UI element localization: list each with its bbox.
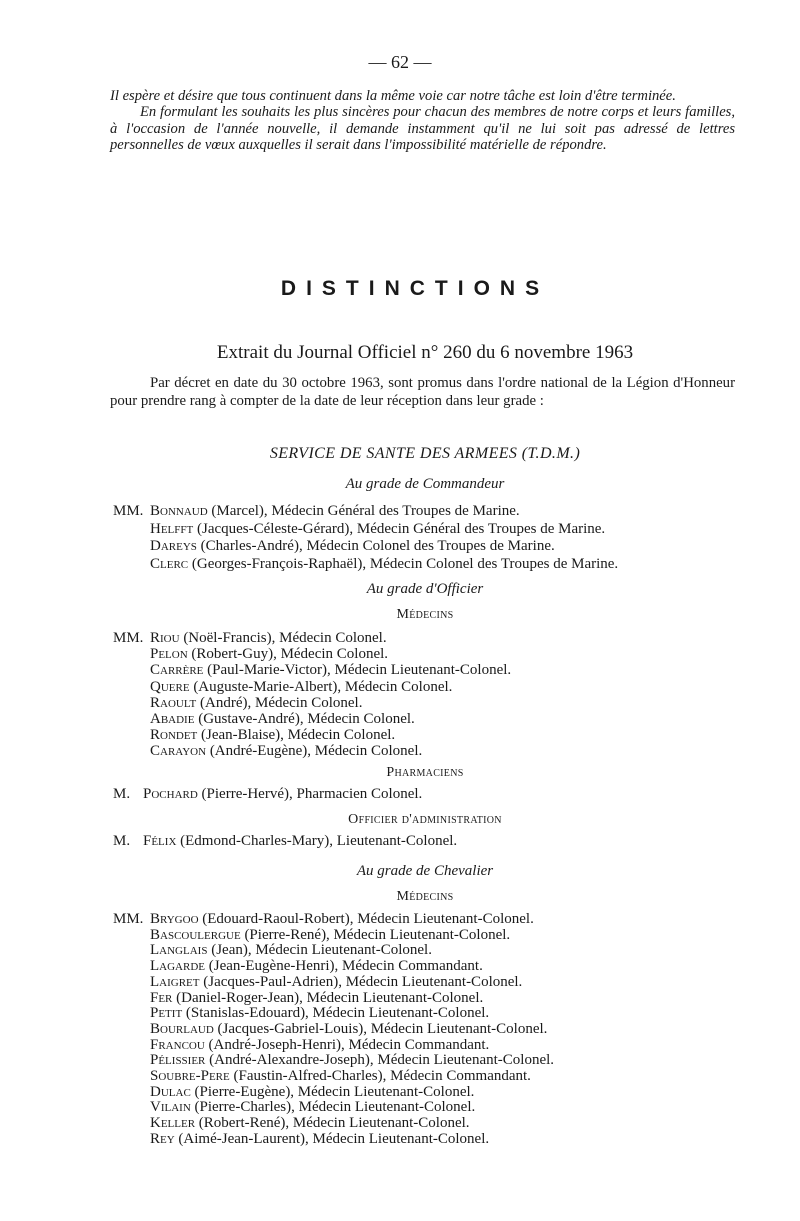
list-item [150,958,483,975]
entry-details: (Jacques-Gabriel-Louis), Médecin Lieutenant-Colonel. [217,1020,548,1037]
entry-name: Carrère [150,662,204,679]
list-item [150,695,362,712]
list-item [150,990,483,1007]
entry-name: Pochard [143,786,198,802]
entry-details: (Marcel), Médecin Général des Troupes de Marine. [211,503,520,519]
admin-prefix: M. [113,833,131,849]
grade-chevalier-heading: Au grade de Chevalier [356,863,494,879]
entry-name: Pelon [150,646,188,663]
list-item [150,1037,489,1054]
entry-details: (Pierre-René), Médecin Lieutenant-Colonel. [244,926,511,943]
list-item [150,927,510,944]
decree-text [110,375,735,410]
entry-details: (Edmond-Charles-Mary), Lieutenant-Colonel. [180,833,458,849]
list-item [150,1099,475,1116]
decree-paragraph: Par décret en date du 30 octobre 1963, sont promus dans l'ordre national de la Légion d'Honneur pour prendre rang à compter de la date de leur réception dans leur grade : [110,375,735,409]
list-item [150,1052,554,1069]
service-heading: SERVICE DE SANTE DES ARMEES (T.D.M.) [269,445,581,462]
intro-text [110,88,735,154]
entry-name: Rey [150,1130,175,1147]
page-number: — 62 — [368,52,432,72]
entry-name: Dulac [150,1083,191,1100]
list-item [150,727,395,744]
list-item [150,911,534,928]
chevalier-medecins-label: Médecins [396,889,454,904]
entry-name: Clerc [150,555,189,572]
entry-details: (Edouard-Raoul-Robert), Médecin Lieutenant-Colonel. [202,911,534,927]
admin-label: Officier d'administration [348,812,502,827]
entry-name: Bourlaud [150,1020,214,1037]
list-item [150,630,387,647]
entry-name: Abadie [150,711,195,727]
grade-officier-heading: Au grade d'Officier [366,581,484,597]
entry-details: (Auguste-Marie-Albert), Médecin Colonel. [193,678,453,695]
chevalier-prefix: MM. [113,911,144,927]
entry-name: Laigret [150,973,200,990]
entry-name: Fer [150,989,173,1006]
entry-details: (Jean-Eugène-Henri), Médecin Commandant. [208,958,483,975]
grade-commandeur-heading: Au grade de Commandeur [345,476,505,492]
entry-name: Quere [150,678,190,695]
list-item [150,743,422,760]
entry-details: (André-Alexandre-Joseph), Médecin Lieutenant-Colonel. [209,1052,555,1069]
list-item [150,1068,531,1085]
entry-details: (Paul-Marie-Victor), Médecin Lieutenant-Colonel. [207,662,512,679]
list-item [150,942,432,959]
entry-name: Rondet [150,727,198,744]
list-item [150,556,618,573]
list-item [150,974,522,991]
entry-name: Vilain [150,1099,191,1116]
entry-name: Helfft [150,520,194,537]
entry-details: (Noël-Francis), Médecin Colonel. [183,630,387,646]
entry-name: Riou [150,630,180,646]
intro-paragraph-2: En formulant les souhaits les plus sincères pour chacun des membres de notre corps et leurs familles, à l'occasion de l'année nouvelle, il demande instamment qu'il ne lui soit pas adressé de lettres personnelles de vœux auxquelles il serait dans l'impossibilité matérielle de répondre. [110,104,735,154]
entry-details: (Georges-François-Raphaël), Médecin Colonel des Troupes de Marine. [191,555,619,572]
entry-name: Keller [150,1115,196,1132]
entry-details: (Faustin-Alfred-Charles), Médecin Commandant. [233,1068,531,1084]
extrait-heading: Extrait du Journal Officiel n° 260 du 6 novembre 1963 [216,342,634,363]
entry-details: (Jean), Médecin Lieutenant-Colonel. [211,942,432,959]
entry-details: (Robert-Guy), Médecin Colonel. [191,646,389,663]
entry-details: (Gustave-André), Médecin Colonel. [198,711,415,727]
pharmaciens-label: Pharmaciens [386,765,464,780]
list-item [150,503,520,520]
list-item [150,1084,474,1101]
entry-name: Pélissier [150,1052,206,1069]
list-item [150,1005,489,1022]
entry-name: Petit [150,1005,183,1022]
entry-name: Francou [150,1036,205,1053]
pharmacien-prefix: M. [113,786,131,802]
entry-details: (Pierre-Hervé), Pharmacien Colonel. [201,786,423,802]
entry-name: Langlais [150,942,208,959]
admin-entry [143,833,457,850]
list-item [150,1021,547,1038]
section-title: DISTINCTIONS [280,277,550,300]
list-item [150,521,605,538]
pharmacien-entry [143,786,422,803]
entry-details: (Aimé-Jean-Laurent), Médecin Lieutenant-Colonel. [178,1130,490,1147]
list-item [150,646,388,663]
entry-name: Soubre-Pere [150,1068,230,1084]
list-item [150,1115,470,1132]
entry-details: (Robert-René), Médecin Lieutenant-Colonel. [198,1115,470,1132]
entry-details: (André-Eugène), Médecin Colonel. [209,743,423,760]
entry-details: (Pierre-Eugène), Médecin Lieutenant-Colonel. [194,1083,475,1100]
officier-prefix: MM. [113,630,144,646]
list-item [150,662,511,679]
entry-name: Dareys [150,538,197,554]
entry-details: (Jacques-Paul-Adrien), Médecin Lieutenant-Colonel. [203,973,523,990]
entry-name: Raoult [150,694,197,711]
entry-name: Lagarde [150,958,205,975]
entry-details: (André), Médecin Colonel. [200,694,363,711]
list-item [150,711,415,728]
entry-name: Carayon [150,743,207,760]
entry-details: (Jean-Blaise), Médecin Colonel. [201,727,396,744]
entry-name: Félix [143,833,177,849]
list-item [150,538,555,555]
entry-name: Bascoulergue [150,926,241,943]
entry-details: (Stanislas-Edouard), Médecin Lieutenant-Colonel. [185,1005,490,1022]
list-item [150,1131,489,1148]
list-item [150,679,452,696]
entry-name: Brygoo [150,911,199,927]
entry-details: (Daniel-Roger-Jean), Médecin Lieutenant-Colonel. [176,989,484,1006]
entry-details: (Charles-André), Médecin Colonel des Troupes de Marine. [200,538,555,554]
commandeur-prefix: MM. [113,503,144,519]
entry-details: (Jacques-Céleste-Gérard), Médecin Général des Troupes de Marine. [196,520,606,537]
entry-name: Bonnaud [150,503,208,519]
intro-paragraph-1: Il espère et désire que tous continuent dans la même voie car notre tâche est loin d'être terminée. [110,88,676,104]
officier-medecins-label: Médecins [396,607,454,622]
entry-details: (André-Joseph-Henri), Médecin Commandant. [208,1036,490,1053]
entry-details: (Pierre-Charles), Médecin Lieutenant-Colonel. [194,1099,476,1116]
